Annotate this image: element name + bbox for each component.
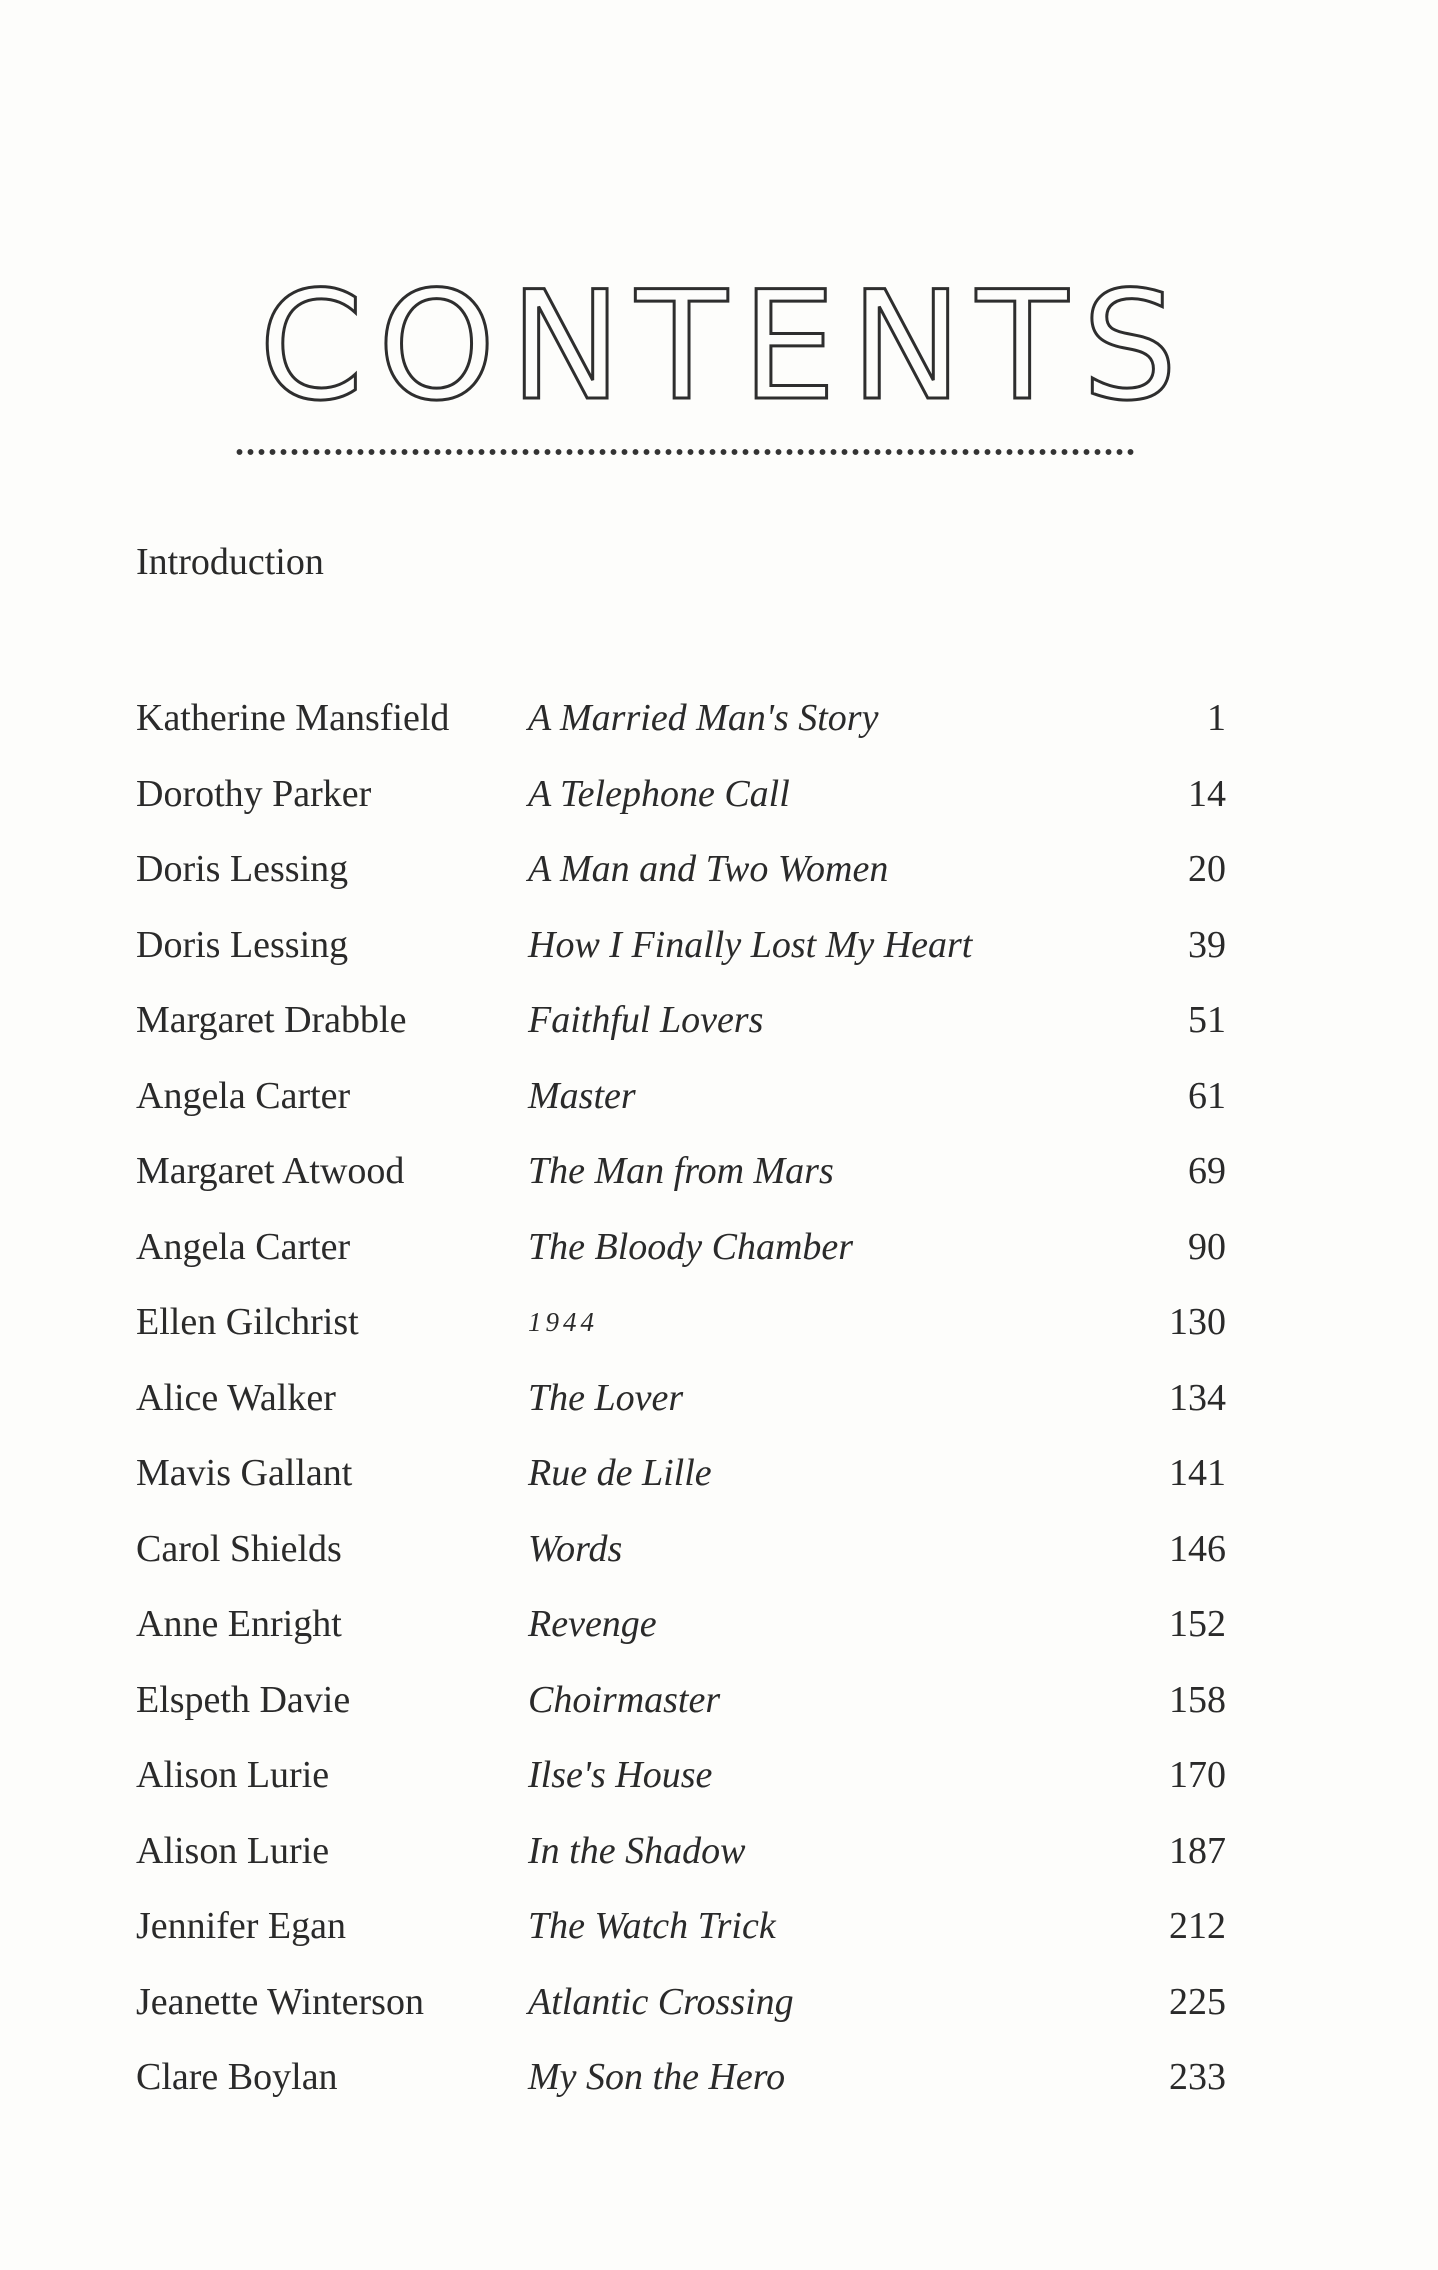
page-number: 14 (1188, 772, 1226, 815)
page-number: 225 (1169, 1980, 1226, 2023)
author-name: Jennifer Egan (136, 1905, 346, 1947)
toc-row (136, 1068, 1226, 1144)
page-number: 152 (1169, 1603, 1226, 1645)
story-title: A Man and Two Women (528, 848, 889, 890)
toc-row (136, 1143, 1226, 1219)
story-title: Ilse's House (528, 1754, 713, 1796)
page-number: 90 (1188, 1225, 1226, 1268)
author-name: Alison Lurie (136, 1754, 330, 1796)
toc-row (136, 1747, 1226, 1823)
toc-row (136, 1445, 1226, 1521)
story-title: The Lover (528, 1376, 684, 1419)
story-title: My Son the Hero (528, 2056, 786, 2098)
story-title: The Bloody Chamber (528, 1225, 854, 1268)
page-number: 212 (1169, 1905, 1226, 1947)
page-number: 158 (1169, 1678, 1226, 1721)
page-number: 134 (1169, 1376, 1226, 1419)
story-title: The Watch Trick (528, 1905, 776, 1947)
story-title: 1944 (528, 1307, 598, 1337)
author-name: Alice Walker (136, 1376, 336, 1419)
page-number: 130 (1169, 1301, 1226, 1343)
story-title: How I Finally Lost My Heart (528, 923, 973, 966)
story-title: Atlantic Crossing (528, 1980, 794, 2023)
story-title: Revenge (528, 1603, 657, 1645)
toc-row (136, 1898, 1226, 1974)
introduction-entry: Introduction (136, 541, 324, 583)
author-name: Angela Carter (136, 1225, 351, 1268)
toc-row (136, 766, 1226, 842)
page-number: 1 (1207, 697, 1226, 739)
toc-row (136, 1219, 1226, 1295)
page-number: 51 (1188, 999, 1226, 1041)
toc-row (136, 1823, 1226, 1899)
toc-row (136, 1370, 1226, 1446)
toc-row (136, 1294, 1226, 1370)
story-title: In the Shadow (528, 1829, 746, 1872)
toc-row (136, 841, 1226, 917)
author-name: Margaret Drabble (136, 999, 407, 1041)
author-name: Katherine Mansfield (136, 697, 450, 739)
page-number: 233 (1169, 2056, 1226, 2098)
toc-row (136, 917, 1226, 993)
story-title: A Married Man's Story (528, 697, 879, 739)
page-number: 39 (1188, 923, 1226, 966)
author-name: Elspeth Davie (136, 1678, 351, 1721)
author-name: Anne Enright (136, 1603, 342, 1645)
story-title: The Man from Mars (528, 1150, 834, 1192)
page-number: 20 (1188, 848, 1226, 890)
toc-row (136, 690, 1226, 766)
author-name: Angela Carter (136, 1074, 351, 1117)
author-name: Ellen Gilchrist (136, 1301, 359, 1343)
toc-row (136, 1974, 1226, 2050)
author-name: Alison Lurie (136, 1829, 330, 1872)
story-title: Words (528, 1527, 623, 1570)
author-name: Margaret Atwood (136, 1150, 405, 1192)
toc-row (136, 1521, 1226, 1597)
author-name: Carol Shields (136, 1527, 342, 1570)
story-title: Master (528, 1074, 636, 1117)
author-name: Jeanette Winterson (136, 1980, 424, 2023)
toc-row (136, 1596, 1226, 1672)
page-number: 187 (1169, 1829, 1226, 1872)
toc-row (136, 992, 1226, 1068)
page-number: 170 (1169, 1754, 1226, 1796)
toc-row (136, 2049, 1226, 2125)
toc-row (136, 1672, 1226, 1748)
story-title: Choirmaster (528, 1678, 721, 1721)
page-number: 69 (1188, 1150, 1226, 1192)
author-name: Doris Lessing (136, 923, 349, 966)
story-title: Rue de Lille (528, 1452, 712, 1494)
dotted-divider (234, 448, 1134, 456)
story-title: Faithful Lovers (528, 999, 764, 1041)
author-name: Dorothy Parker (136, 772, 372, 815)
author-name: Mavis Gallant (136, 1452, 353, 1494)
author-name: Clare Boylan (136, 2056, 338, 2098)
page-number: 61 (1188, 1074, 1226, 1117)
story-title: A Telephone Call (528, 772, 790, 815)
page-title: CONTENTS (258, 260, 1192, 434)
author-name: Doris Lessing (136, 848, 349, 890)
toc-list (136, 690, 1226, 2125)
page-number: 146 (1169, 1527, 1226, 1570)
page-number: 141 (1169, 1452, 1226, 1494)
